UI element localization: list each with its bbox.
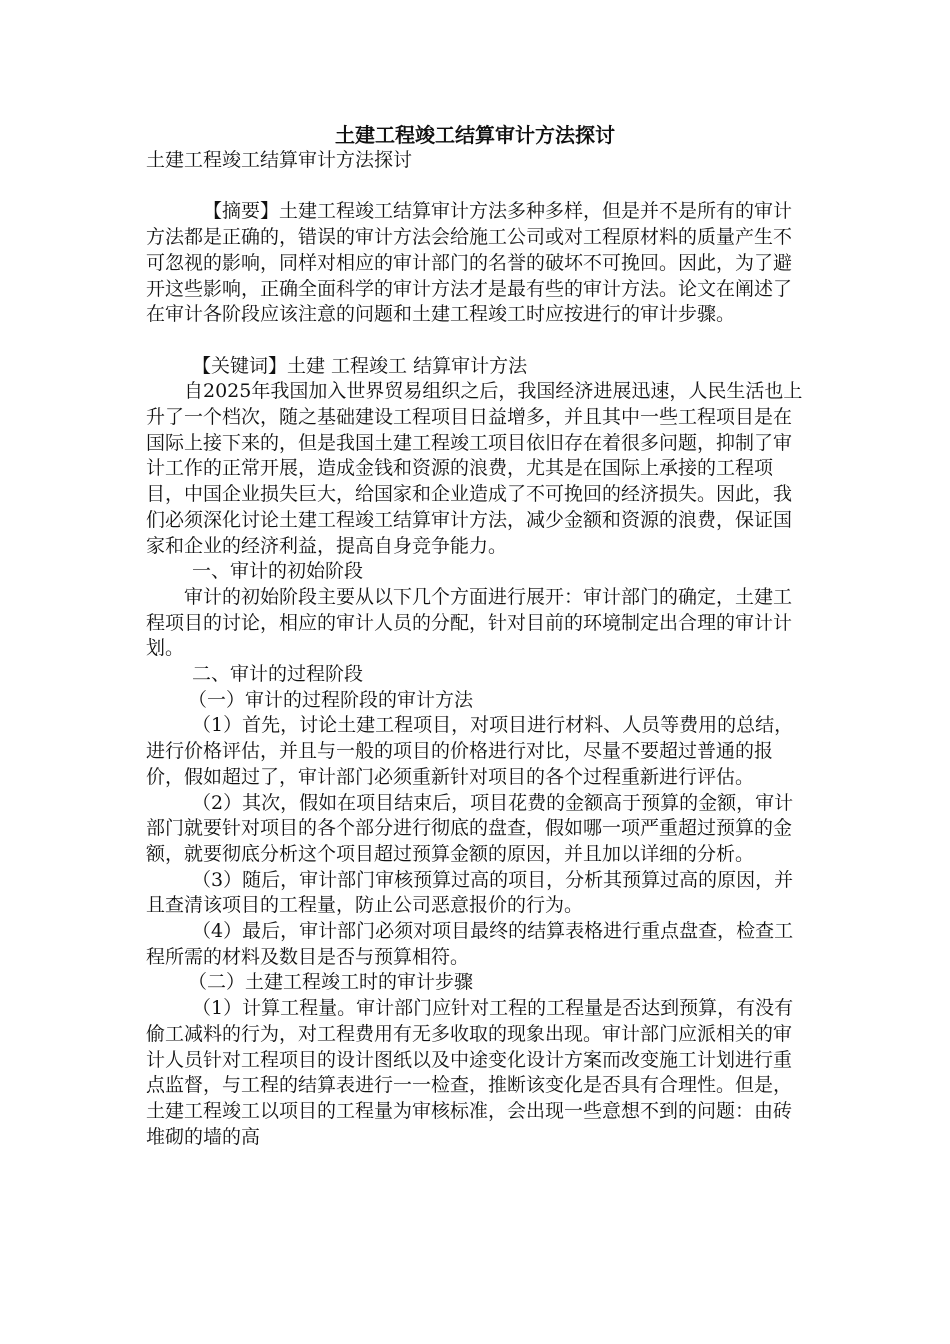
subsection-heading-1: （一）审计的过程阶段的审计方法 [188,688,474,711]
section-heading-1: 一、审计的初始阶段 [192,560,364,583]
list-item-4: （4）最后，审计部门必须对项目最终的结算表格进行重点盘查，检查工程所需的材料及数目是否与预算相符。 [146,920,794,968]
abstract-paragraph: 【摘要】土建工程竣工结算审计方法多种多样，但是并不是所有的审计方法都是正确的，错误的审计方法会给施工公司或对工程原材料的质量产生不可忽视的影响，同样对相应的审计部门的名誉的破坏不可挽回。因此，为了避开这些影响，正确全面科学的审计方法才是最有些的审计方法。论文在阐述了在审计各阶段应该注意的问题和土建工程竣工时应按进行的审计步骤。 [146,200,793,326]
keywords-paragraph: 【关键词】土建 工程竣工 结算审计方法 [192,354,528,377]
document-title: 土建工程竣工结算审计方法探讨 [335,123,615,147]
blank-line [146,174,806,200]
subsection-heading-2: （二）土建工程竣工时的审计步骤 [188,971,474,994]
list-item-5: （1）计算工程量。审计部门应针对工程的工程量是否达到预算，有没有偷工减料的行为，对工程费用有无多收取的现象出现。审计部门应派相关的审计人员针对工程项目的设计图纸以及中途变化设计方案而改变施工计划进行重点监督，与工程的结算表进行一一检查，推断该变化是否具有合理性。但是，土建工程竣工以项目的工程量为审核标准，会出现一些意想不到的问题：由砖堆砌的墙的高 [146,997,794,1148]
section-1-paragraph: 审计的初始阶段主要从以下几个方面进行展开：审计部门的确定，土建工程项目的讨论，相应的审计人员的分配，针对目前的环境制定出合理的审计计划。 [146,585,793,660]
list-item-2: （2）其次，假如在项目结束后，项目花费的金额高于预算的金额，审计部门就要针对项目的各个部分进行彻底的盘查，假如哪一项严重超过预算的金额，就要彻底分析这个项目超过预算金额的原因，并且加以详细的分析。 [146,791,794,865]
section-heading-2: 二、审计的过程阶段 [192,663,364,686]
document-subtitle: 土建工程竣工结算审计方法探讨 [146,149,413,171]
blank-line [146,328,806,354]
list-item-1: （1）首先，讨论土建工程项目，对项目进行材料、人员等费用的总结，进行价格评估，并且与一般的项目的价格进行对比，尽量不要超过普通的报价，假如超过了，审计部门必须重新针对项目的各个过程重新进行评估。 [146,714,794,788]
list-item-3: （3）随后，审计部门审核预算过高的项目，分析其预算过高的原因，并且查清该项目的工程量，防止公司恶意报价的行为。 [146,868,794,917]
document-body [146,148,806,1150]
intro-paragraph: 自2025年我国加入世界贸易组织之后，我国经济进展迅速，人民生活也上升了一个档次，随之基础建设工程项目日益增多，并且其中一些工程项目是在国际上接下来的，但是我国土建工程竣工项目依旧存在着很多问题，抑制了审计工作的正常开展，造成金钱和资源的浪费，尤其是在国际上承接的工程项目，中国企业损失巨大，给国家和企业造成了不可挽回的经济损失。因此，我们必须深化讨论土建工程竣工结算审计方法，减少金额和资源的浪费，保证国家和企业的经济利益，提高自身竞争能力。 [146,380,803,557]
